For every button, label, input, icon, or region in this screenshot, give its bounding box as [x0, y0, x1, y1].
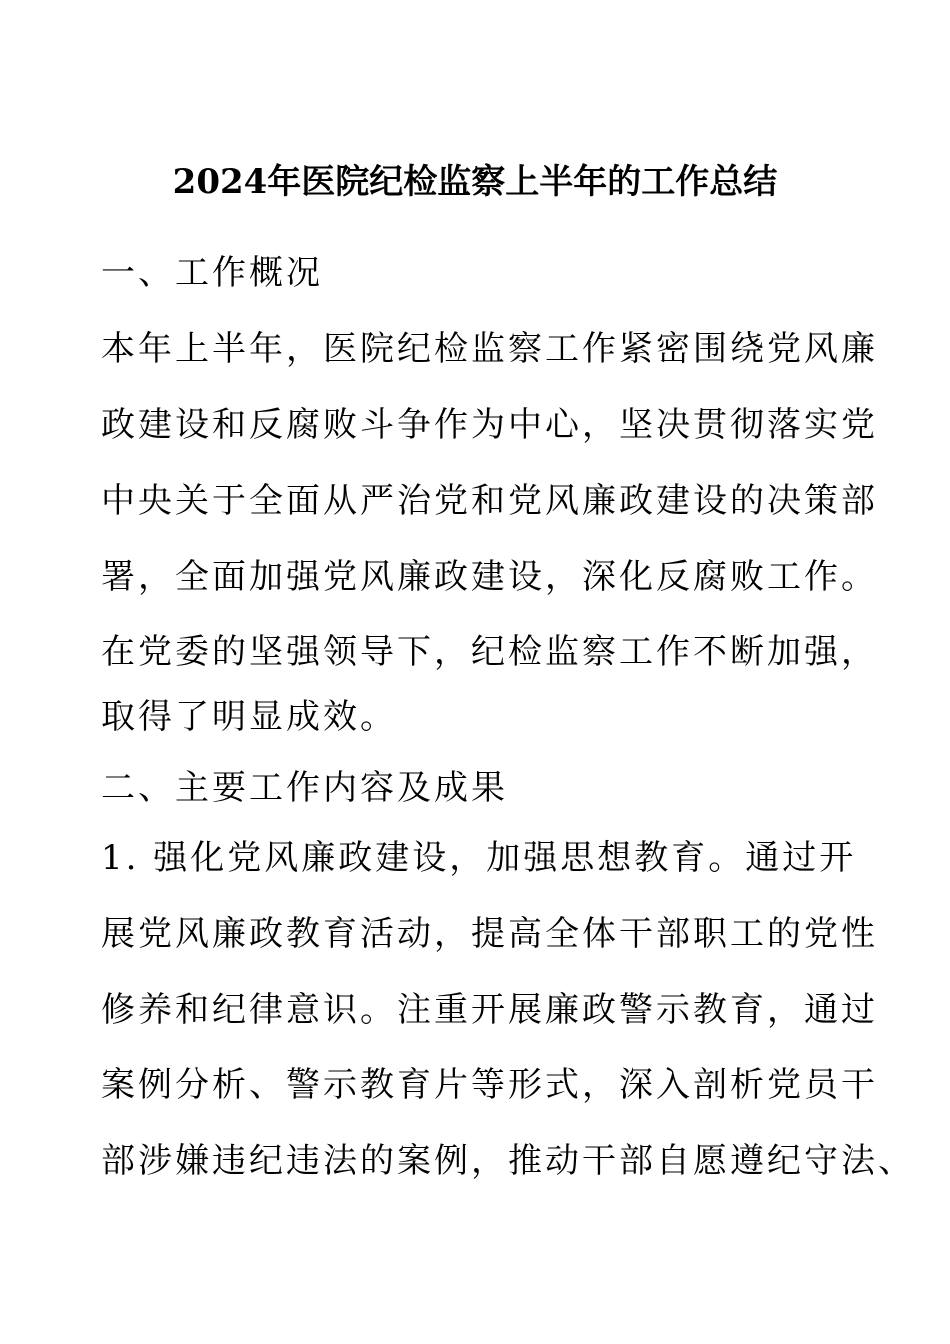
- paragraph-line: 在党委的坚强领导下，纪检监察工作不断加强，: [101, 632, 878, 672]
- paragraph-line: 本年上半年，医院纪检监察工作紧密围绕党风廉: [101, 329, 878, 369]
- paragraph-line: 案例分析、警示教育片等形式，深入剖析党员干: [101, 1065, 878, 1105]
- section-heading-main-work: 二、主要工作内容及成果: [101, 768, 508, 808]
- paragraph-line: 修养和纪律意识。注重开展廉政警示教育，通过: [101, 990, 878, 1030]
- paragraph-line: 署，全面加强党风廉政建设，深化反腐败工作。: [101, 557, 878, 597]
- section-heading-overview: 一、工作概况: [101, 253, 323, 293]
- document-title: 2024年医院纪检监察上半年的工作总结: [172, 162, 778, 202]
- paragraph-line: 展党风廉政教育活动，提高全体干部职工的党性: [101, 914, 878, 954]
- paragraph-line: 部涉嫌违纪违法的案例，推动干部自愿遵纪守法、: [101, 1141, 915, 1181]
- paragraph-line: 中央关于全面从严治党和党风廉政建设的决策部: [101, 481, 878, 521]
- paragraph-line: 1. 强化党风廉政建设，加强思想教育。通过开: [101, 838, 857, 878]
- paragraph-line: 取得了明显成效。: [101, 697, 397, 737]
- paragraph-line: 政建设和反腐败斗争作为中心，坚决贯彻落实党: [101, 405, 878, 445]
